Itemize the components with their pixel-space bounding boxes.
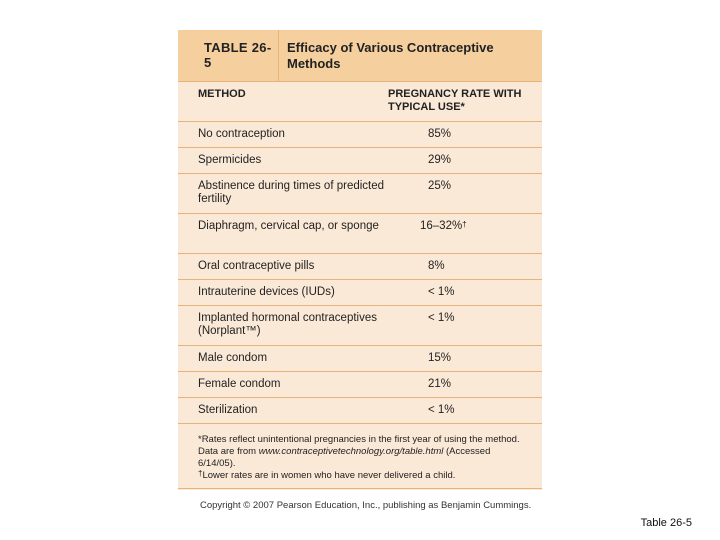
- row-method: Spermicides: [198, 154, 262, 166]
- footnote-source-url: www.contraceptivetechnology.org/table.html: [258, 446, 444, 457]
- footnote-dagger: [198, 470, 528, 482]
- table-footnotes: [178, 424, 542, 489]
- row-method: Oral contraceptive pills: [198, 260, 315, 272]
- row-rate: 8%: [428, 260, 445, 272]
- table-number: TABLE 26-5: [204, 40, 272, 70]
- table-row: [178, 174, 542, 214]
- table-row: [178, 306, 542, 346]
- table-row: [178, 254, 542, 280]
- row-method: Sterilization: [198, 404, 258, 416]
- row-rate: 85%: [428, 128, 452, 140]
- row-method: Intrauterine devices (IUDs): [198, 286, 335, 298]
- row-method: No contraception: [198, 128, 285, 140]
- row-rate: [386, 214, 542, 253]
- dagger-mark: †: [198, 469, 203, 478]
- row-rate: < 1%: [428, 312, 455, 324]
- row-rate: 15%: [428, 352, 452, 364]
- table-row: [178, 398, 542, 424]
- slide-caption: Table 26-5: [640, 517, 692, 529]
- table-title-bar: [178, 30, 542, 82]
- table-card: [178, 30, 542, 490]
- table-body: [178, 122, 542, 424]
- table-row: [178, 346, 542, 372]
- row-method: Diaphragm, cervical cap, or sponge: [198, 220, 379, 232]
- column-header-rate: PREGNANCY RATE WITH TYPICAL USE*: [388, 88, 522, 113]
- footnote-dagger-text: Lower rates are in women who have never delivered a child.: [202, 470, 456, 481]
- table-row: [178, 148, 542, 174]
- dagger-mark: †: [462, 220, 467, 229]
- table-row: [178, 372, 542, 398]
- table-header: [178, 82, 542, 122]
- row-rate: 25%: [428, 180, 452, 192]
- table-row: [178, 122, 542, 148]
- table-row: [178, 280, 542, 306]
- row-rate: < 1%: [428, 286, 455, 298]
- row-rate: 21%: [428, 378, 452, 390]
- footnote-rates-text: *Rates reflect unintentional pregnancies in the first year of using the method. Data are from: [198, 434, 520, 457]
- row-method: Female condom: [198, 378, 281, 390]
- row-method: Implanted hormonal contraceptives (Norplant™): [198, 312, 377, 337]
- row-rate: 29%: [428, 154, 452, 166]
- table-row: [178, 214, 542, 254]
- row-rate-value: 16–32%: [420, 220, 463, 232]
- footnote-rates: [198, 434, 528, 470]
- row-method: Male condom: [198, 352, 268, 364]
- footnote-accessed: (Accessed 6/14/05).: [198, 446, 491, 469]
- column-header-method: METHOD: [198, 88, 246, 100]
- copyright-notice: Copyright © 2007 Pearson Education, Inc., publishing as Benjamin Cummings.: [200, 500, 532, 511]
- row-rate: < 1%: [428, 404, 455, 416]
- table-title: Efficacy of Various Contraceptive Methods: [287, 40, 494, 71]
- row-method: Abstinence during times of predicted fertility: [198, 180, 385, 205]
